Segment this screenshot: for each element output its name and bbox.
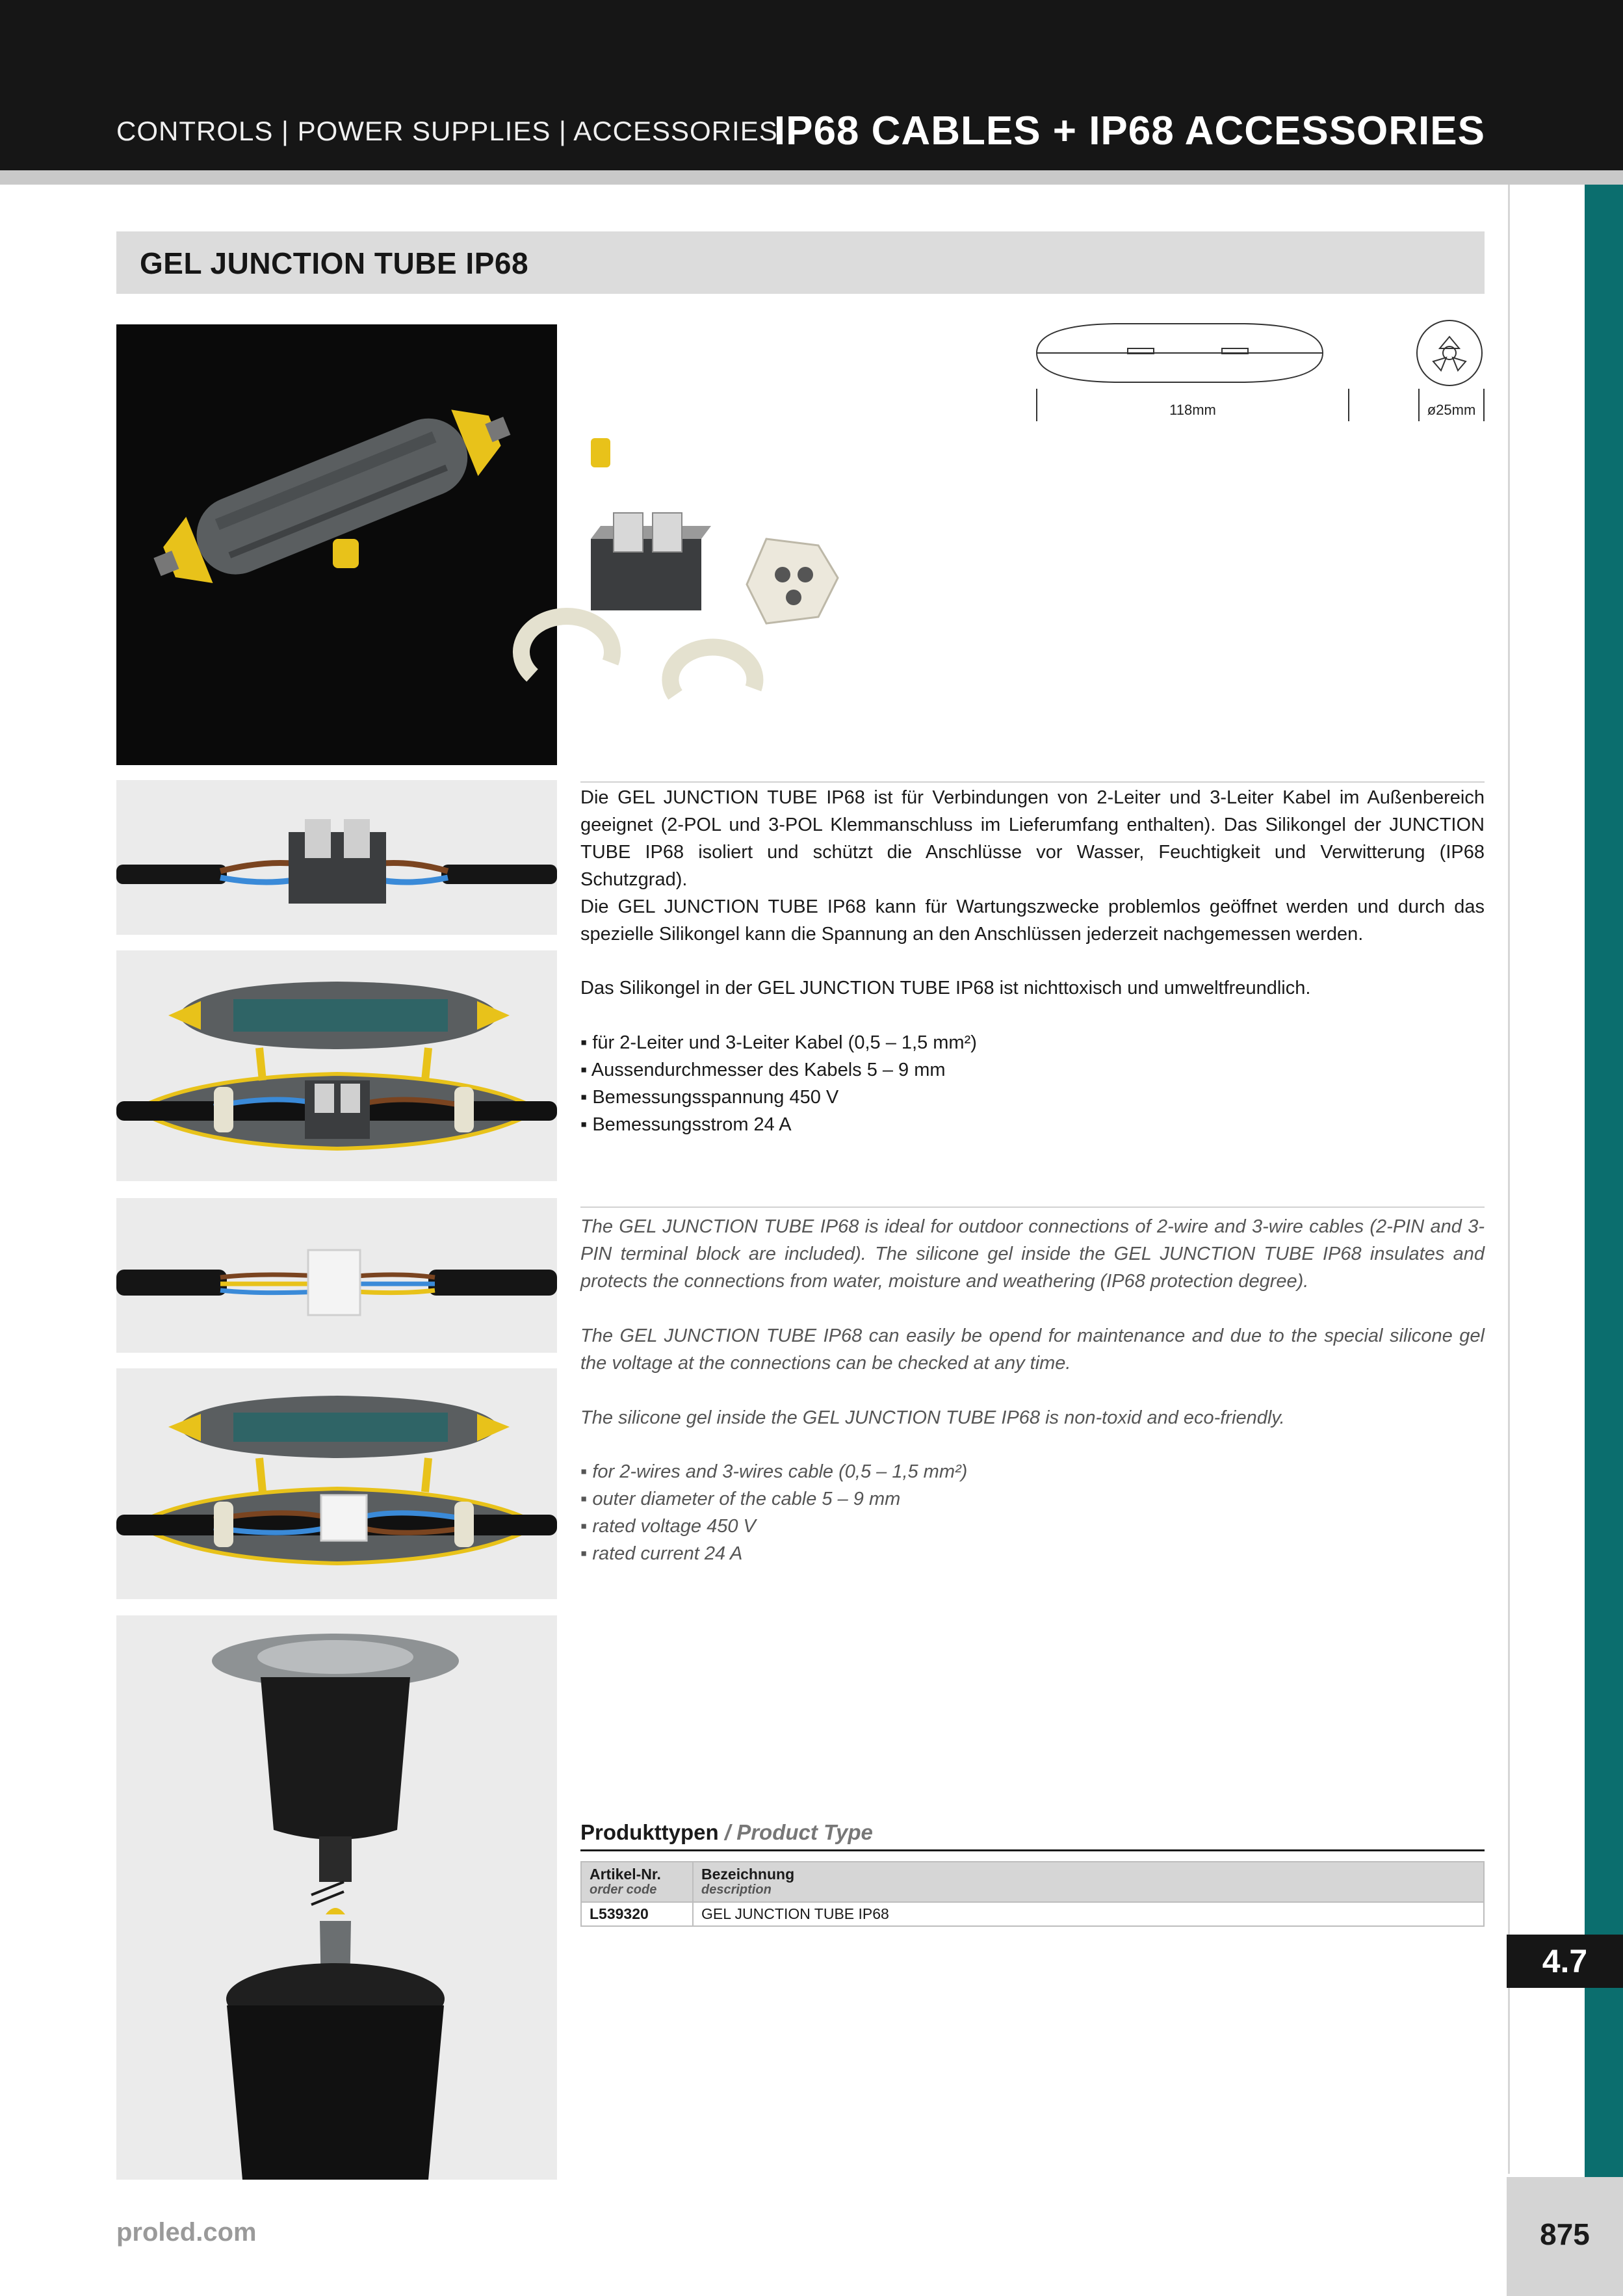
english-paragraph-1: The GEL JUNCTION TUBE IP68 is ideal for outdoor connections of 2-wire and 3-wire cables (2-PIN and 3-PIN terminal block are included). The silicone gel inside the GEL JUNCTION TUBE IP68 insulates and protects the connections from water, moisture and weathering (IP68 protection degree). bbox=[580, 1216, 1485, 1292]
product-types-heading-de: Produkttypen bbox=[580, 1820, 719, 1844]
section-number-tab: 4.7 bbox=[1507, 1935, 1623, 1988]
photo-opened-tube-two-pin bbox=[116, 950, 557, 1181]
english-section-rule bbox=[580, 1207, 1485, 1208]
column-header-description: Bezeichnung description bbox=[693, 1862, 1484, 1902]
list-item: ▪ rated voltage 450 V bbox=[580, 1513, 967, 1540]
length-dimension: 118mm bbox=[1169, 402, 1216, 418]
english-paragraph-3: The silicone gel inside the GEL JUNCTION TUBE IP68 is non-toxid and eco-friendly. bbox=[580, 1407, 1285, 1428]
header-divider bbox=[0, 170, 1623, 185]
list-item: ▪ Bemessungsstrom 24 A bbox=[580, 1111, 977, 1138]
list-item: ▪ outer diameter of the cable 5 – 9 mm bbox=[580, 1485, 967, 1513]
description-cell: GEL JUNCTION TUBE IP68 bbox=[693, 1902, 1484, 1926]
list-item: ▪ rated current 24 A bbox=[580, 1540, 967, 1567]
order-code-cell: L539320 bbox=[581, 1902, 693, 1926]
dimension-drawing bbox=[1030, 317, 1485, 428]
list-item: ▪ für 2-Leiter und 3-Leiter Kabel (0,5 – 1,5 mm²) bbox=[580, 1029, 977, 1056]
product-types-rule bbox=[580, 1849, 1485, 1851]
column-header-order-code: Artikel-Nr. order code bbox=[581, 1862, 693, 1902]
list-item: ▪ Bemessungsspannung 450 V bbox=[580, 1084, 977, 1111]
website-link[interactable]: proled.com bbox=[116, 2218, 257, 2247]
diameter-dimension: ø25mm bbox=[1427, 402, 1476, 418]
table-header-row bbox=[581, 1862, 1484, 1902]
section-heading: IP68 CABLES + IP68 ACCESSORIES bbox=[773, 109, 1485, 153]
table-row bbox=[581, 1902, 1484, 1926]
product-title: GEL JUNCTION TUBE IP68 bbox=[140, 246, 529, 280]
sidebar-margin bbox=[1508, 185, 1587, 2174]
german-paragraph-2: Die GEL JUNCTION TUBE IP68 kann für Wartungszwecke problemlos geöffnet werden und durch das spezielle Silikongel kann die Spannung an den Anschlüssen jederzeit nachgemessen werden. bbox=[580, 896, 1485, 945]
hero-product-image bbox=[116, 324, 557, 765]
product-types-table bbox=[580, 1861, 1485, 1927]
photo-two-pin-connection bbox=[116, 780, 557, 935]
photo-three-pin-connection bbox=[116, 1198, 557, 1353]
photo-inground-installation bbox=[116, 1615, 557, 2180]
english-paragraph-2: The GEL JUNCTION TUBE IP68 can easily be opend for maintenance and due to the special silicone gel the voltage at the connections can be checked at any time. bbox=[580, 1325, 1485, 1374]
german-feature-list bbox=[580, 1029, 977, 1138]
list-item: ▪ for 2-wires and 3-wires cable (0,5 – 1,5 mm²) bbox=[580, 1458, 967, 1485]
german-paragraph-1: Die GEL JUNCTION TUBE IP68 ist für Verbindungen von 2-Leiter und 3-Leiter Kabel im Außenbereich geeignet (2-POL und 3-POL Klemmanschluss im Lieferumfang enthalten). Das Silikongel der JUNCTION TUBE IP68 isoliert und schützt die Anschlüsse vor Wasser, Feuchtigkeit und Verwitterung (IP68 Schutzgrad). bbox=[580, 787, 1485, 890]
product-types-heading-en: / Product Type bbox=[724, 1820, 873, 1844]
german-paragraph-3: Das Silikongel in der GEL JUNCTION TUBE IP68 ist nichttoxisch und umweltfreundlich. bbox=[580, 978, 1311, 998]
product-types-heading bbox=[580, 1820, 873, 1845]
photo-opened-tube-three-pin bbox=[116, 1368, 557, 1599]
english-feature-list bbox=[580, 1458, 967, 1567]
german-section-rule bbox=[580, 781, 1485, 783]
list-item: ▪ Aussendurchmesser des Kabels 5 – 9 mm bbox=[580, 1056, 977, 1084]
category-breadcrumb: CONTROLS | POWER SUPPLIES | ACCESSORIES bbox=[116, 116, 778, 146]
page-number: 875 bbox=[1540, 2217, 1590, 2251]
sidebar-accent bbox=[1585, 185, 1623, 2177]
